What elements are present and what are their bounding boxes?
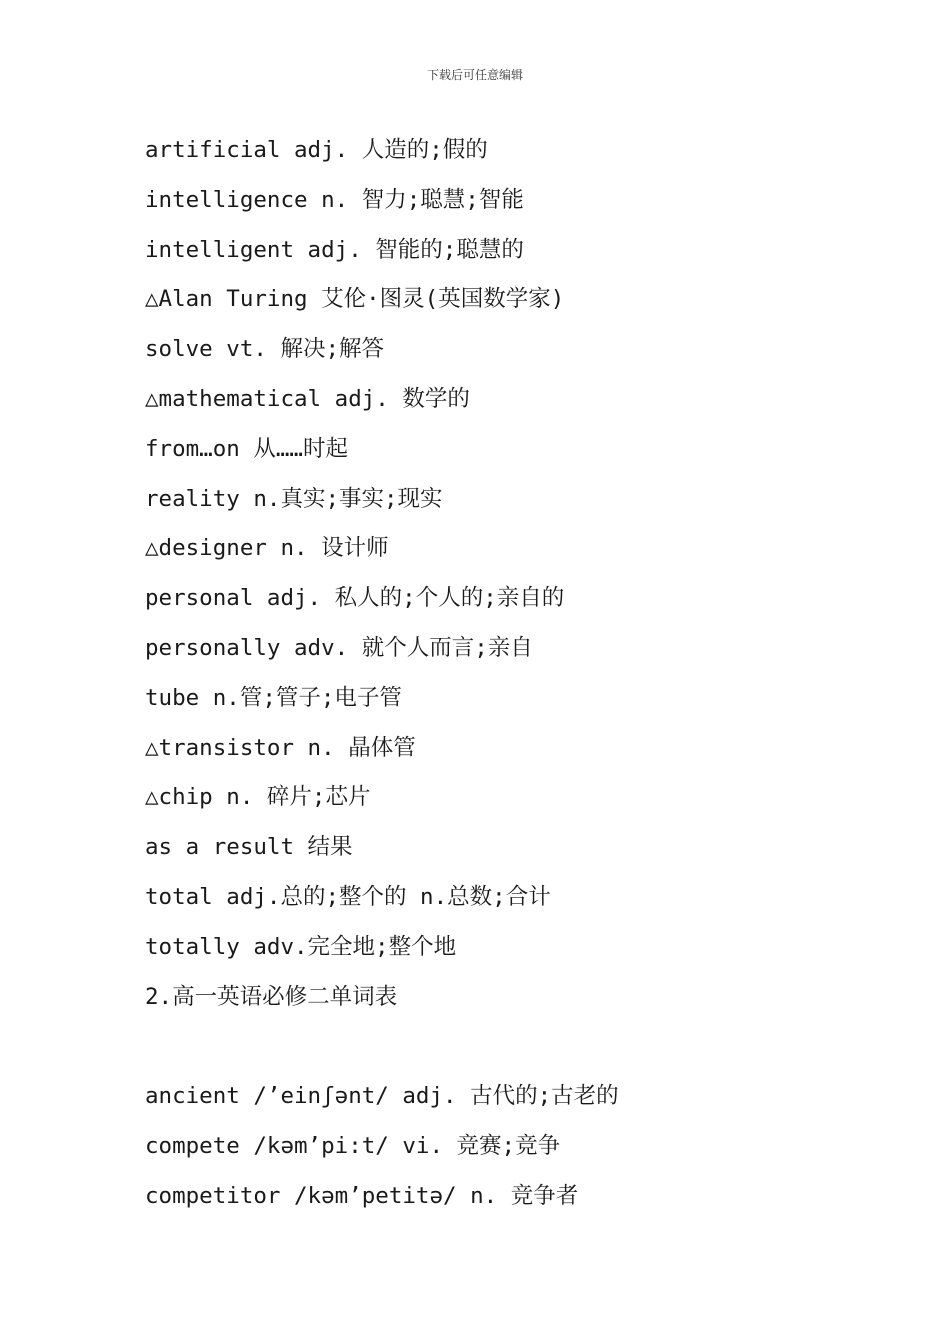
vocab-entry-intelligent: intelligent adj. 智能的;聪慧的	[145, 236, 524, 263]
vocab-entry-mathematical: △mathematical adj. 数学的	[145, 385, 470, 412]
vocab-entry-competitor: competitor /kəm’petitə/ n. 竞争者	[145, 1182, 579, 1209]
vocab-entry-from-on: from…on 从……时起	[145, 435, 348, 462]
vocab-entry-intelligence: intelligence n. 智力;聪慧;智能	[145, 186, 524, 213]
vocab-entry-artificial: artificial adj. 人造的;假的	[145, 137, 488, 163]
vocab-entry-designer: △designer n. 设计师	[145, 535, 389, 562]
vocab-entry-compete: compete /kəm’pi:t/ vi. 竞赛;竞争	[145, 1132, 561, 1159]
vocab-entry-alan-turing: △Alan Turing 艾伦·图灵(英国数学家)	[145, 286, 565, 313]
vocab-entry-totally: totally adv.完全地;整个地	[145, 933, 457, 960]
vocab-entry-ancient: ancient /’einʃənt/ adj. 古代的;古老的	[145, 1083, 619, 1110]
vocab-entry-tube: tube n.管;管子;电子管	[145, 684, 402, 711]
vocab-entry-personally: personally adv. 就个人而言;亲自	[145, 634, 533, 661]
vocab-entry-as-a-result: as a result 结果	[145, 834, 353, 861]
section-heading: 2.高一英语必修二单词表	[145, 983, 398, 1010]
vocab-entry-personal: personal adj. 私人的;个人的;亲自的	[145, 585, 565, 612]
vocab-entry-chip: △chip n. 碎片;芯片	[145, 784, 371, 811]
vocab-entry-total: total adj.总的;整个的 n.总数;合计	[145, 883, 551, 910]
vocabulary-list	[145, 130, 905, 1226]
vocab-entry-reality: reality n.真实;事实;现实	[145, 485, 443, 512]
blank-line	[145, 1026, 905, 1076]
vocab-entry-solve: solve vt. 解决;解答	[145, 336, 385, 363]
page-header: 下载后可任意编辑	[426, 68, 523, 82]
vocab-entry-transistor: △transistor n. 晶体管	[145, 734, 416, 761]
